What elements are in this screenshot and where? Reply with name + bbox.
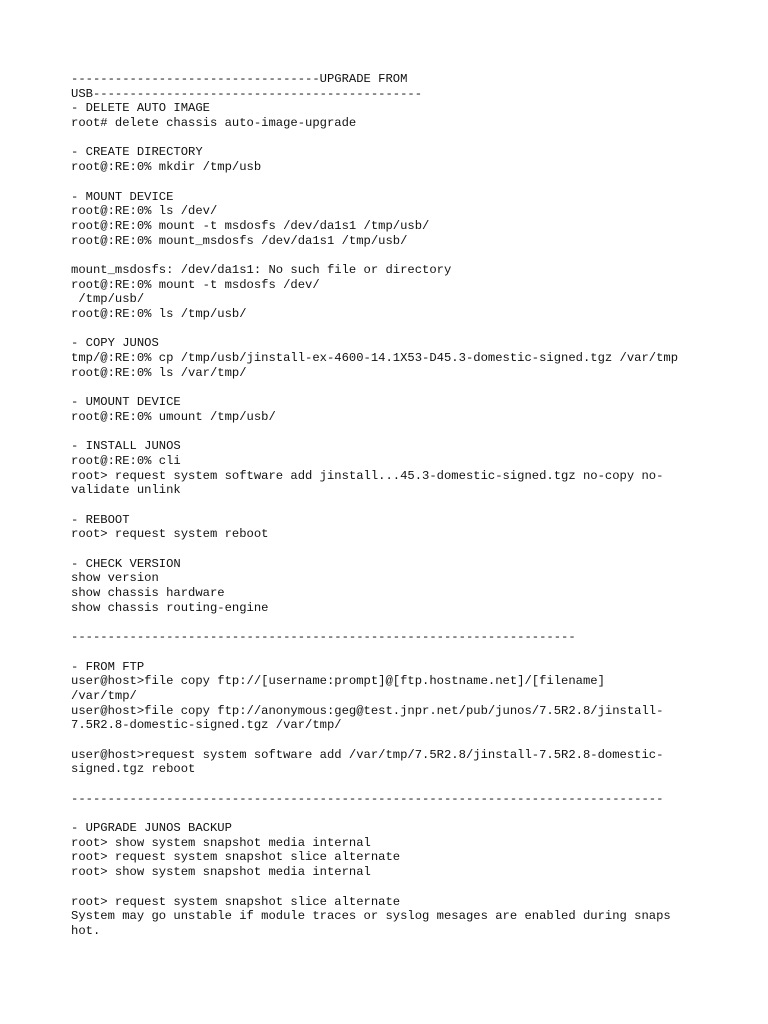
- text-line: root@:RE:0% mount -t msdosfs /dev/da1s1 /tmp/usb/: [71, 218, 430, 233]
- text-line: root@:RE:0% mount -t msdosfs /dev/: [71, 277, 320, 292]
- text-line: /var/tmp/: [71, 688, 137, 703]
- blank-line: [71, 777, 731, 792]
- text-line: user@host>file copy ftp://[username:prompt]@[ftp.hostname.net]/[filename]: [71, 674, 605, 689]
- text-line: root> request system snapshot slice alternate: [71, 894, 401, 909]
- blank-line: [71, 542, 731, 557]
- text-line: root# delete chassis auto-image-upgrade: [71, 116, 357, 131]
- text-line: root> request system software add jinstall...45.3-domestic-signed.tgz no-copy no-: [71, 468, 664, 483]
- text-line: ---------------------------------------------------------------------------------: [71, 791, 664, 806]
- blank-line: [71, 248, 731, 263]
- text-line: root> show system snapshot media internal: [71, 865, 371, 880]
- text-line: ----------------------------------UPGRADE FROM: [71, 72, 408, 86]
- text-line: - UPGRADE JUNOS BACKUP: [71, 821, 232, 836]
- text-line: hot.: [71, 923, 101, 938]
- text-line: - MOUNT DEVICE: [71, 189, 174, 204]
- text-line: root@:RE:0% mkdir /tmp/usb: [71, 160, 262, 175]
- text-line: show chassis hardware: [71, 586, 225, 601]
- blank-line: [71, 131, 731, 146]
- text-line: - FROM FTP: [71, 659, 145, 674]
- blank-line: [71, 733, 731, 748]
- text-line: user@host>request system software add /var/tmp/7.5R2.8/jinstall-7.5R2.8-domestic-: [71, 747, 664, 762]
- text-line: root> request system reboot: [71, 527, 269, 542]
- blank-line: [71, 615, 731, 630]
- blank-line: [71, 175, 731, 190]
- text-line: - CHECK VERSION: [71, 556, 181, 571]
- blank-line: [71, 806, 731, 821]
- text-line: - REBOOT: [71, 512, 130, 527]
- text-line: System may go unstable if module traces or syslog mesages are enabled during snaps: [71, 909, 671, 924]
- text-line: ---------------------------------------------------------------------: [71, 630, 576, 645]
- text-line: show chassis routing-engine: [71, 600, 269, 615]
- text-line: - UMOUNT DEVICE: [71, 395, 181, 410]
- text-line: - CREATE DIRECTORY: [71, 145, 203, 160]
- blank-line: [71, 322, 731, 337]
- document-body: [71, 72, 731, 939]
- text-line: show version: [71, 571, 159, 586]
- text-line: user@host>file copy ftp://anonymous:geg@test.jnpr.net/pub/junos/7.5R2.8/jinstall-: [71, 703, 664, 718]
- text-line: - INSTALL JUNOS: [71, 439, 181, 454]
- text-line: - COPY JUNOS: [71, 336, 159, 351]
- text-line: root> request system snapshot slice alternate: [71, 850, 401, 865]
- text-line: signed.tgz reboot: [71, 762, 196, 777]
- text-line: root> show system snapshot media internal: [71, 835, 371, 850]
- blank-line: [71, 645, 731, 660]
- text-line: root@:RE:0% cli: [71, 453, 181, 468]
- text-line: 7.5R2.8-domestic-signed.tgz /var/tmp/: [71, 718, 342, 733]
- text-line: validate unlink: [71, 483, 181, 498]
- blank-line: [71, 880, 731, 895]
- blank-line: [71, 498, 731, 513]
- text-line: root@:RE:0% ls /var/tmp/: [71, 365, 247, 380]
- blank-line: [71, 380, 731, 395]
- text-line: root@:RE:0% mount_msdosfs /dev/da1s1 /tmp/usb/: [71, 233, 408, 248]
- text-line: root@:RE:0% ls /dev/: [71, 204, 218, 219]
- text-line: root@:RE:0% umount /tmp/usb/: [71, 409, 276, 424]
- text-line: root@:RE:0% ls /tmp/usb/: [71, 307, 247, 321]
- text-line: /tmp/usb/: [71, 292, 145, 307]
- text-line: USB---------------------------------------------: [71, 86, 423, 101]
- blank-line: [71, 425, 731, 440]
- text-line: mount_msdosfs: /dev/da1s1: No such file or directory: [71, 262, 452, 277]
- text-line: - DELETE AUTO IMAGE: [71, 101, 210, 116]
- text-line: tmp/@:RE:0% cp /tmp/usb/jinstall-ex-4600-14.1X53-D45.3-domestic-signed.tgz /var/tmp: [71, 351, 679, 366]
